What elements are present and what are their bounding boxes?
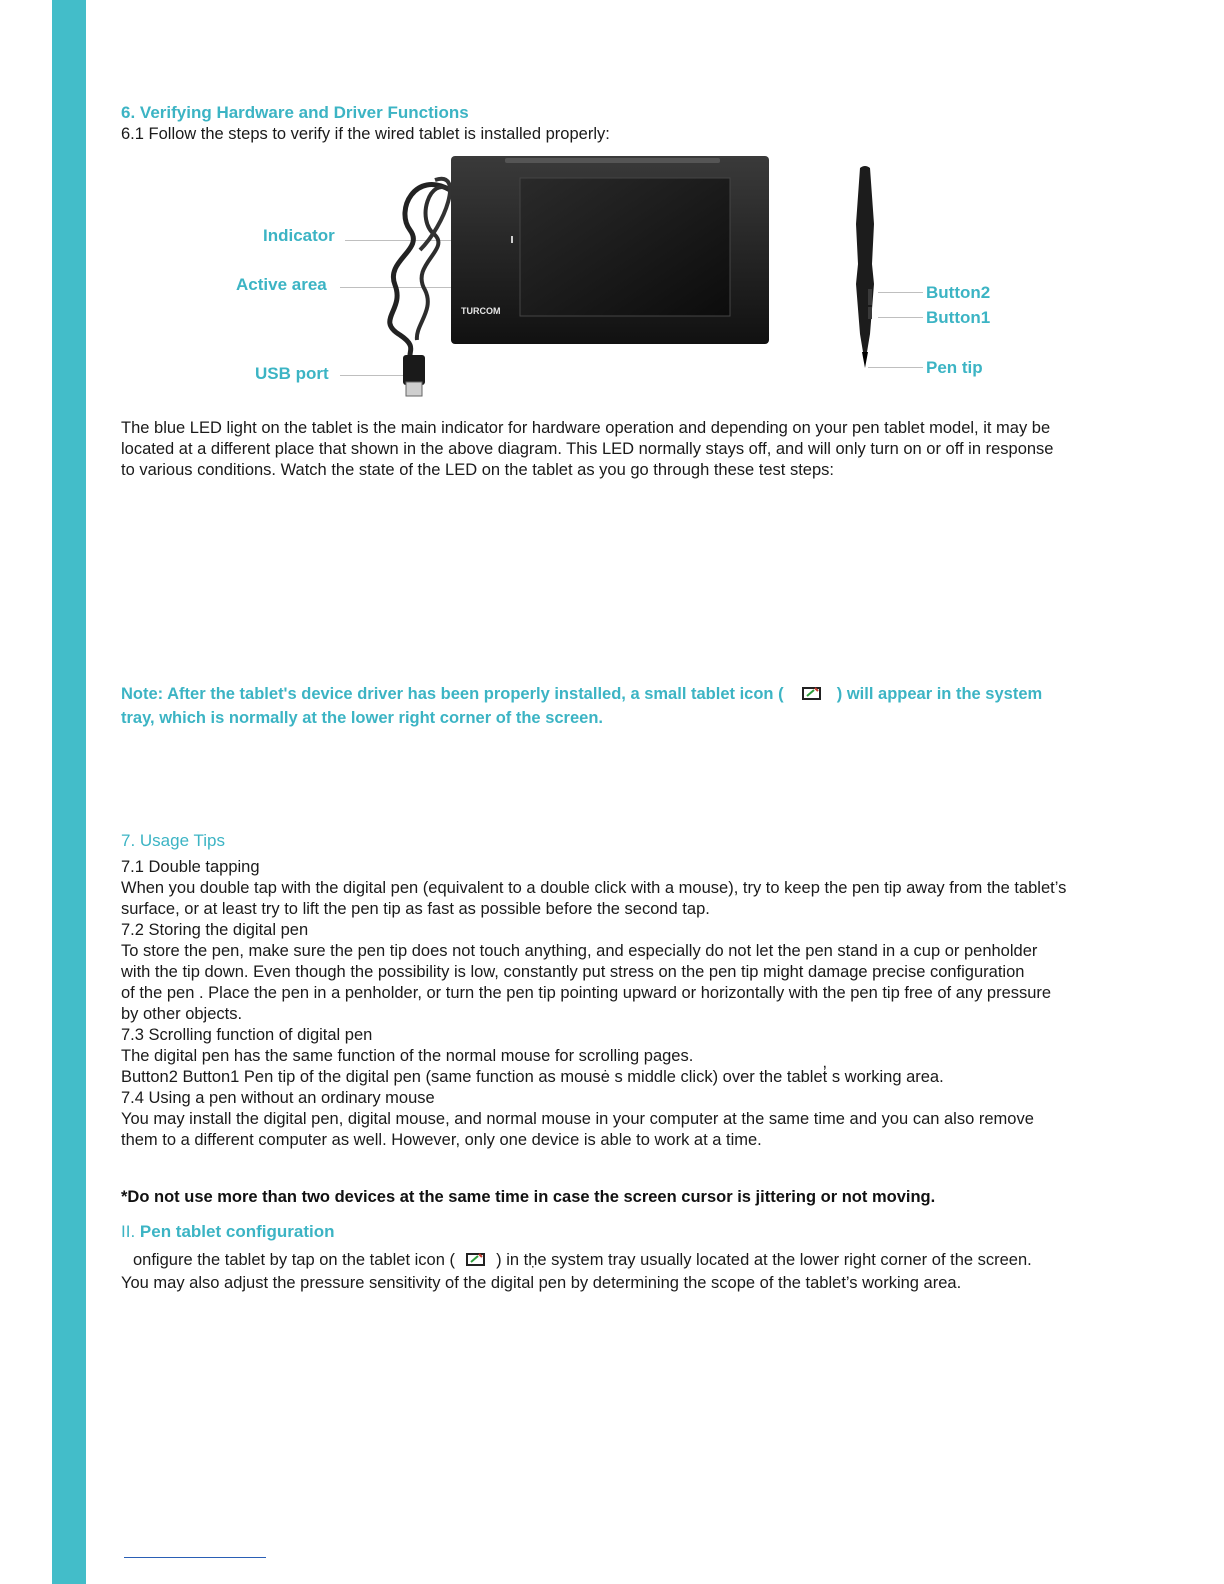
label-pen-tip: Pen tip [926, 358, 983, 377]
label-button2: Button2 [926, 283, 991, 302]
leader-button1 [878, 317, 923, 318]
section2-heading [121, 1222, 334, 1242]
pen-button1 [868, 307, 872, 319]
section2-line: onfigure the tablet by tap on the tablet icon ( [133, 1251, 455, 1269]
label-usb-port: USB port [255, 364, 329, 383]
note-text: ) will appear in the system [836, 685, 1043, 703]
tablet-indicator-led [511, 236, 513, 243]
pen-body [856, 166, 874, 364]
pen-illustration [850, 164, 880, 374]
pen-tip-shape [862, 352, 868, 368]
section6-heading-text: Verifying Hardware and Driver Functions [139, 103, 469, 122]
device-warning: *Do not use more than two devices at the same time in case the screen cursor is jittering or not moving. [121, 1188, 936, 1206]
note-text: tray, which is normally at the lower right corner of the screen. [121, 708, 603, 727]
section2-line: You may also adjust the pressure sensitivity of the digital pen by determining the scope of the tablet’s working area. [121, 1274, 962, 1292]
section7-line: 7.1 Double tapping [121, 858, 260, 876]
led-paragraph [121, 418, 1151, 481]
footer-rule [124, 1557, 266, 1558]
tablet-tray-icon [802, 686, 822, 708]
section7-line: them to a different computer as well. However, only one device is able to work at a time. [121, 1131, 762, 1149]
section7-heading: 7. Usage Tips [121, 831, 225, 850]
section7-line: of the pen . Place the pen in a penholder, or turn the pen tip pointing upward or horizontally with the pen tip free of any pressure [121, 984, 1052, 1002]
pen-button2 [868, 289, 872, 305]
tablet-active-area [520, 178, 730, 316]
section2-heading-num: II. [121, 1222, 136, 1241]
section7-line: with the tip down. Even though the possibility is low, constantly put stress on the pen tip might damage precise configuration [121, 963, 1025, 981]
note-text: Note: After the tablet's device driver has been properly installed, a small tablet icon ( [121, 685, 784, 703]
section2-line: ) in tḥe system tray usually located at the lower right corner of the screen. [496, 1251, 1032, 1269]
driver-note [121, 684, 1151, 729]
section7-line: You may install the digital pen, digital mouse, and normal mouse in your computer at the same time and you can also remove [121, 1110, 1034, 1128]
section7-line: by other objects. [121, 1005, 243, 1023]
led-line: to various conditions. Watch the state of the LED on the tablet as you go through these test steps: [121, 461, 834, 479]
tablet-diagram [100, 150, 1100, 410]
label-active-area: Active area [236, 275, 327, 294]
tablet-tray-icon [466, 1252, 486, 1273]
section7-line: When you double tap with the digital pen (equivalent to a double click with a mouse), try to keep the pen tip away from the tablet’s [121, 879, 1067, 897]
section2-heading-text: Pen tablet configuration [139, 1222, 335, 1241]
section6-heading [121, 103, 469, 123]
sidebar-stripe [52, 0, 86, 1584]
usb-connector [406, 382, 422, 396]
led-line: The blue LED light on the tablet is the main indicator for hardware operation and depending on your pen tablet model, it may be [121, 419, 1051, 437]
section7-line: surface, or at least try to lift the pen tip as fast as possible before the second tap. [121, 900, 710, 918]
section7-line: Button2 Button1 Pen tip of the digital pen (same function as mousė s middle click) over the tablet̓ s working area. [121, 1068, 944, 1086]
usb-plug [403, 355, 425, 385]
leader-button2 [878, 292, 923, 293]
section2-body [121, 1250, 1161, 1294]
section7-line: 7.2 Storing the digital pen [121, 921, 309, 939]
section7-line: The digital pen has the same function of the normal mouse for scrolling pages. [121, 1047, 694, 1065]
pen-slot [505, 158, 720, 163]
led-line: located at a different place that shown in the above diagram. This LED normally stays off, and will only turn on or off in response [121, 440, 1054, 458]
section7-body [121, 857, 1161, 1151]
tablet-brand: TURCOM [461, 306, 501, 316]
section7-line: To store the pen, make sure the pen tip does not touch anything, and especially do not let the pen stand in a cup or penholder [121, 942, 1038, 960]
section6-step: 6.1 Follow the steps to verify if the wired tablet is installed properly: [121, 125, 610, 143]
section6-heading-num: 6. [121, 103, 136, 122]
tablet-illustration [355, 150, 775, 405]
section7-line: 7.3 Scrolling function of digital pen [121, 1026, 373, 1044]
section7-line: 7.4 Using a pen without an ordinary mouse [121, 1089, 435, 1107]
label-indicator: Indicator [263, 226, 335, 245]
label-button1: Button1 [926, 308, 991, 327]
